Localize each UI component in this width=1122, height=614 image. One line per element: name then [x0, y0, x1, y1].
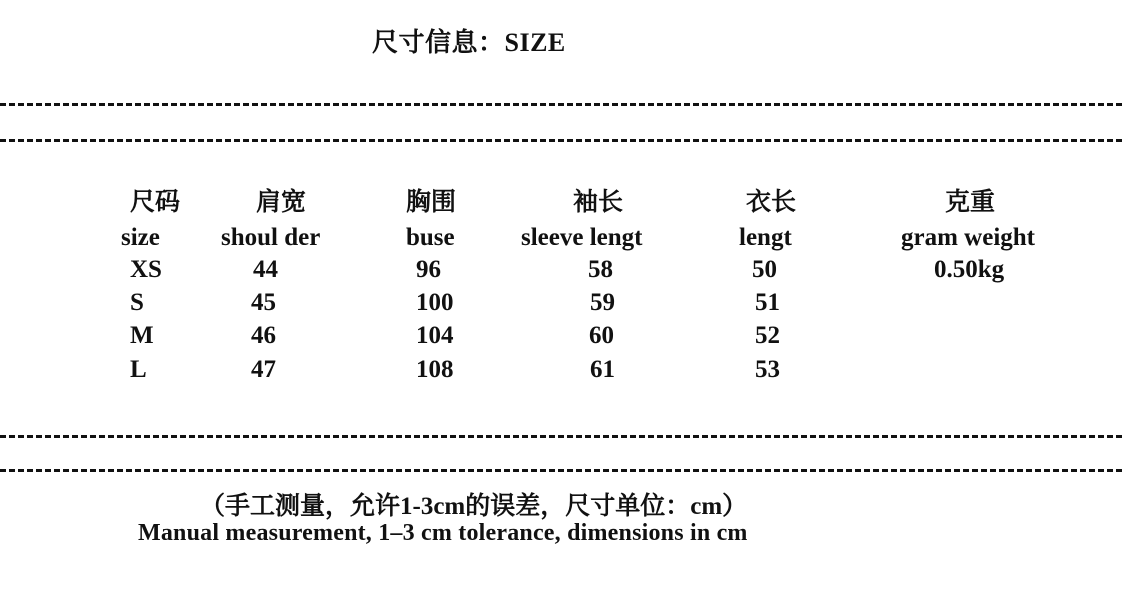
dashed-divider-top-1 — [0, 103, 1122, 106]
header-en-length: lengt — [739, 224, 792, 251]
header-cn-length: 衣长 — [746, 189, 797, 216]
header-en-sleeve: sleeve lengt — [521, 224, 643, 251]
table-row-sleeve: 61 — [590, 356, 615, 383]
size-info-title: 尺寸信息：SIZE — [372, 28, 566, 57]
table-row-bust: 96 — [416, 256, 441, 283]
table-row-shoulder: 45 — [251, 289, 276, 316]
table-row-shoulder: 47 — [251, 356, 276, 383]
header-en-weight: gram weight — [901, 224, 1035, 251]
dashed-divider-top-2 — [0, 139, 1122, 142]
table-row-shoulder: 44 — [253, 256, 278, 283]
table-row-size: S — [130, 289, 144, 316]
table-row-bust: 100 — [416, 289, 454, 316]
table-row-weight: 0.50kg — [934, 256, 1005, 283]
header-cn-size: 尺码 — [130, 189, 181, 216]
measurement-note-cn: （手工测量，允许1-3cm的误差，尺寸单位：cm） — [200, 493, 748, 520]
header-en-bust: buse — [406, 224, 455, 251]
header-en-size: size — [121, 224, 160, 251]
header-cn-weight: 克重 — [945, 189, 996, 216]
dashed-divider-bottom-1 — [0, 435, 1122, 438]
dashed-divider-bottom-2 — [0, 469, 1122, 472]
table-row-bust: 104 — [416, 322, 454, 349]
table-row-size: L — [130, 356, 147, 383]
header-cn-bust: 胸围 — [406, 189, 457, 216]
table-row-length: 51 — [755, 289, 780, 316]
header-en-shoulder: shoul der — [221, 224, 321, 251]
header-cn-shoulder: 肩宽 — [256, 189, 307, 216]
table-row-length: 50 — [752, 256, 777, 283]
table-row-length: 53 — [755, 356, 780, 383]
table-row-size: M — [130, 322, 154, 349]
table-row-sleeve: 58 — [588, 256, 613, 283]
header-cn-sleeve: 袖长 — [573, 189, 624, 216]
table-row-size: XS — [130, 256, 162, 283]
table-row-shoulder: 46 — [251, 322, 276, 349]
table-row-sleeve: 60 — [589, 322, 614, 349]
table-row-sleeve: 59 — [590, 289, 615, 316]
table-row-bust: 108 — [416, 356, 454, 383]
table-row-length: 52 — [755, 322, 780, 349]
measurement-note-en: Manual measurement, 1–3 cm tolerance, dimensions in cm — [138, 520, 748, 546]
